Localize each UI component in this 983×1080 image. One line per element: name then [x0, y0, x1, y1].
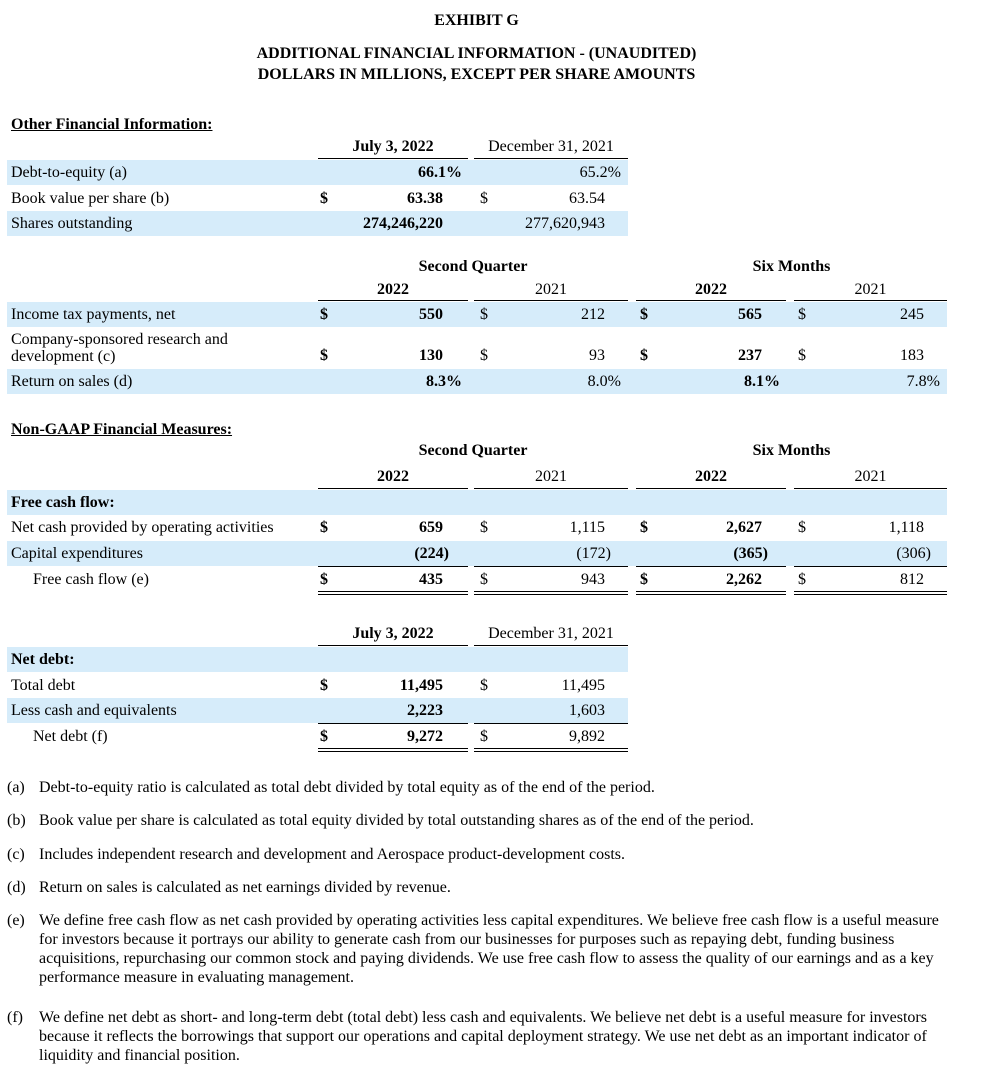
other-financial-info-title: Other Financial Information: — [11, 116, 213, 133]
footnote-label: (f) — [7, 1009, 23, 1026]
currency-symbol: $ — [480, 728, 488, 745]
value-cell: 183 — [900, 347, 924, 364]
value-cell: 63.38 — [407, 190, 443, 207]
value-cell: 63.54 — [569, 190, 605, 207]
currency-symbol: $ — [320, 728, 328, 745]
footnote-label: (e) — [7, 912, 25, 929]
year-header-2021: 2021 — [854, 468, 887, 485]
currency-symbol: $ — [640, 306, 648, 323]
currency-symbol: $ — [320, 347, 328, 364]
value-cell: (365) — [733, 545, 768, 562]
value-cell: 943 — [581, 571, 605, 588]
footnote-text: Debt-to-equity ratio is calculated as total debt divided by total equity as of the end of the period. — [39, 779, 655, 796]
year-header-2021: 2021 — [535, 468, 567, 485]
value-cell: (306) — [896, 545, 931, 562]
col-header-dec-2021: December 31, 2021 — [488, 138, 614, 155]
row-label: Free cash flow (e) — [33, 571, 149, 588]
row-label: Return on sales (d) — [11, 373, 133, 390]
six-months-header: Six Months — [752, 442, 831, 459]
year-header-2021: 2021 — [535, 281, 567, 298]
value-cell: 11,495 — [561, 677, 605, 694]
free-cash-flow-heading: Free cash flow: — [11, 494, 115, 511]
report-title-line1: ADDITIONAL FINANCIAL INFORMATION - (UNAUDITED) — [256, 45, 697, 62]
footnote-text: Return on sales is calculated as net earnings divided by revenue. — [39, 879, 451, 896]
currency-symbol: $ — [798, 571, 806, 588]
year-header-2021: 2021 — [854, 281, 887, 298]
value-cell: 565 — [738, 306, 762, 323]
total-double-underline — [318, 748, 468, 752]
second-quarter-header: Second Quarter — [418, 258, 528, 275]
value-cell: 237 — [738, 347, 762, 364]
value-cell: 1,603 — [569, 702, 605, 719]
exhibit-title: EXHIBIT G — [434, 12, 519, 29]
row-label: Book value per share (b) — [11, 190, 170, 207]
value-cell: 8.1% — [744, 373, 780, 390]
col-underline — [636, 300, 786, 301]
col-underline — [318, 158, 468, 159]
total-double-underline — [636, 591, 786, 595]
footnote-text: We define net debt as short- and long-term debt (total debt) less cash and equivalents. We believe net debt is a useful measure for investors because it reflects the borrowings that support our operations and capital deployment strategy. We use net debt as an important indicator of liquidity and financial position. — [39, 1009, 927, 1064]
value-cell: 130 — [419, 347, 443, 364]
second-quarter-header: Second Quarter — [418, 442, 528, 459]
currency-symbol: $ — [320, 190, 328, 207]
value-cell: 274,246,220 — [363, 215, 443, 232]
footnote-text: Includes independent research and development and Aerospace product-development costs. — [39, 846, 626, 863]
row-band — [7, 647, 628, 672]
currency-symbol: $ — [320, 306, 328, 323]
currency-symbol: $ — [640, 519, 648, 536]
value-cell: 245 — [900, 306, 924, 323]
row-label: Capital expenditures — [11, 545, 143, 562]
subtotal-underline — [794, 566, 947, 567]
total-double-underline — [474, 591, 628, 595]
currency-symbol: $ — [640, 571, 648, 588]
col-header-july-2022: July 3, 2022 — [352, 138, 434, 155]
value-cell: 9,272 — [407, 728, 443, 745]
year-header-2022: 2022 — [377, 281, 409, 298]
value-cell: 550 — [419, 306, 443, 323]
value-cell: 93 — [589, 347, 605, 364]
currency-symbol: $ — [798, 347, 806, 364]
footnote-text: We define free cash flow as net cash provided by operating activities less capital expenditures. We believe free cash flow is a useful measure for investors because it portrays our ability to generate cash from our businesses for purposes such as repaying debt, funding business acquisitions, repurchasing our common stock and paying dividends. We use free cash flow to assess the quality of our earnings and as a key performance measure in evaluating management. — [39, 912, 939, 986]
col-underline — [636, 488, 786, 489]
value-cell: 66.1% — [418, 164, 462, 181]
col-underline — [474, 488, 628, 489]
total-double-underline — [474, 748, 628, 752]
six-months-header: Six Months — [752, 258, 831, 275]
footnote-label: (b) — [7, 812, 26, 829]
value-cell: (172) — [576, 545, 611, 562]
year-header-2022: 2022 — [377, 468, 409, 485]
footnote-label: (c) — [7, 846, 25, 863]
non-gaap-title: Non-GAAP Financial Measures: — [11, 421, 233, 438]
value-cell: (224) — [414, 545, 449, 562]
value-cell: 65.2% — [579, 164, 621, 181]
total-double-underline — [794, 591, 947, 595]
row-label: Company-sponsored research and — [11, 331, 228, 348]
value-cell: 7.8% — [906, 373, 940, 390]
currency-symbol: $ — [798, 306, 806, 323]
subtotal-underline — [318, 566, 468, 567]
year-header-2022: 2022 — [695, 281, 727, 298]
value-cell: 812 — [900, 571, 924, 588]
value-cell: 277,620,943 — [525, 215, 605, 232]
row-label: Debt-to-equity (a) — [11, 164, 127, 181]
value-cell: 2,262 — [726, 571, 762, 588]
col-underline — [318, 300, 468, 301]
year-header-2022: 2022 — [695, 468, 727, 485]
currency-symbol: $ — [480, 677, 488, 694]
value-cell: 212 — [581, 306, 605, 323]
currency-symbol: $ — [480, 571, 488, 588]
subtotal-underline — [474, 723, 628, 724]
currency-symbol: $ — [640, 347, 648, 364]
subtotal-underline — [636, 566, 786, 567]
footnote-text: Book value per share is calculated as total equity divided by total outstanding shares as of the end of the period. — [39, 812, 754, 829]
row-label: Less cash and equivalents — [11, 702, 177, 719]
footnote-label: (d) — [7, 879, 26, 896]
value-cell: 8.0% — [587, 373, 621, 390]
row-label: Net cash provided by operating activities — [11, 519, 274, 536]
currency-symbol: $ — [480, 347, 488, 364]
col-header-dec-2021: December 31, 2021 — [488, 625, 614, 642]
row-label: development (c) — [11, 348, 116, 365]
value-cell: 1,115 — [569, 519, 605, 536]
value-cell: 9,892 — [569, 728, 605, 745]
report-title-line2: DOLLARS IN MILLIONS, EXCEPT PER SHARE AMOUNTS — [257, 66, 696, 83]
row-label: Total debt — [11, 677, 76, 694]
col-underline — [474, 158, 628, 159]
row-band — [7, 490, 947, 515]
footnote-label: (a) — [7, 779, 25, 796]
row-label: Income tax payments, net — [11, 306, 176, 323]
value-cell: 659 — [419, 519, 443, 536]
value-cell: 2,223 — [407, 702, 443, 719]
subtotal-underline — [318, 723, 468, 724]
currency-symbol: $ — [480, 306, 488, 323]
col-underline — [794, 300, 947, 301]
col-underline — [474, 300, 628, 301]
col-underline — [474, 645, 628, 646]
currency-symbol: $ — [480, 190, 488, 207]
value-cell: 435 — [419, 571, 443, 588]
value-cell: 2,627 — [726, 519, 762, 536]
currency-symbol: $ — [480, 519, 488, 536]
col-underline — [318, 645, 468, 646]
value-cell: 11,495 — [399, 677, 443, 694]
value-cell: 1,118 — [888, 519, 924, 536]
currency-symbol: $ — [798, 519, 806, 536]
value-cell: 8.3% — [426, 373, 462, 390]
net-debt-heading: Net debt: — [11, 651, 75, 668]
col-underline — [794, 488, 947, 489]
col-underline — [318, 488, 468, 489]
total-double-underline — [318, 591, 468, 595]
row-label: Net debt (f) — [33, 728, 108, 745]
col-header-july-2022: July 3, 2022 — [352, 625, 434, 642]
currency-symbol: $ — [320, 519, 328, 536]
subtotal-underline — [474, 566, 628, 567]
row-label: Shares outstanding — [11, 215, 133, 232]
currency-symbol: $ — [320, 677, 328, 694]
currency-symbol: $ — [320, 571, 328, 588]
